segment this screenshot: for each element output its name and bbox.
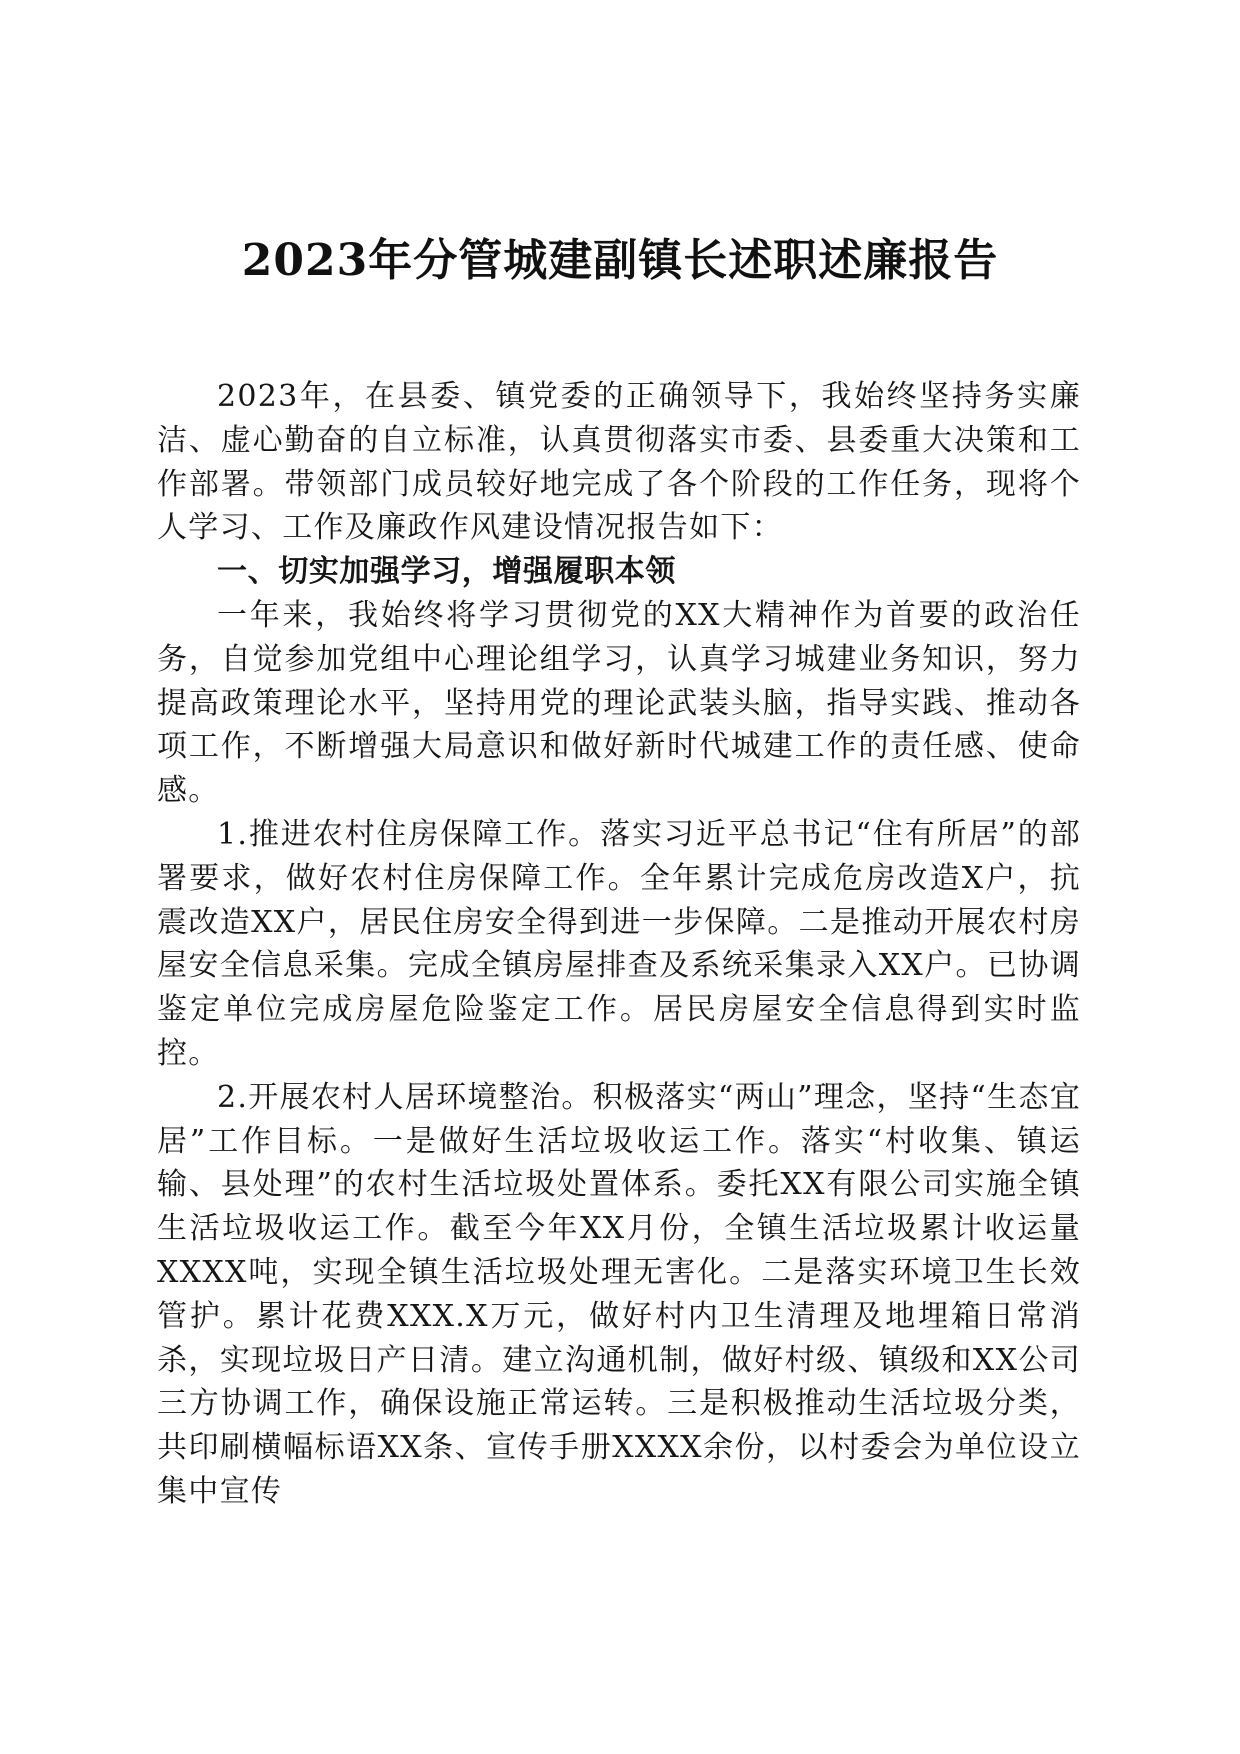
body-paragraph: 1.推进农村住房保障工作。落实习近平总书记“住有所居”的部署要求，做好农村住房保障工作。全年累计完成危房改造X户，抗震改造XX户，居民住房安全得到进一步保障。二是推动开展农村房屋安全信息采集。完成全镇房屋排查及系统采集录入XX户。已协调鉴定单位完成房屋危险鉴定工作。居民房屋安全信息得到实时监控。 — [157, 816, 1081, 1071]
document-title: 2023年分管城建副镇长述职述廉报告 — [241, 235, 999, 286]
body-paragraph: 一年来，我始终将学习贯彻党的XX大精神作为首要的政治任务，自觉参加党组中心理论组学习，认真学习城建业务知识，努力提高政策理论水平，坚持用党的理论武装头脑，指导实践、推动各项工作，不断增强大局意识和做好新时代城建工作的责任感、使命感。 — [157, 597, 1081, 809]
section-heading-1: 一、切实加强学习，增强履职本领 — [217, 554, 676, 590]
body-paragraph: 2.开展农村人居环境整治。积极落实“两山”理念，坚持“生态宜居”工作目标。一是做好生活垃圾收运工作。落实“村收集、镇运输、县处理”的农村生活垃圾处置体系。委托XX有限公司实施全镇生活垃圾收运工作。截至今年XX月份，全镇生活垃圾累计收运量XXXX吨，实现全镇生活垃圾处理无害化。二是落实环境卫生长效管护。累计花费XXX.X万元，做好村内卫生清理及地埋箱日常消杀，实现垃圾日产日清。建立沟通机制，做好村级、镇级和XX公司三方协调工作，确保设施正常运转。三是积极推动生活垃圾分类，共印刷横幅标语XX条、宣传手册XXXX余份，以村委会为单位设立集中宣传 — [157, 1079, 1081, 1509]
document-body — [157, 375, 1081, 1514]
intro-paragraph: 2023年，在县委、镇党委的正确领导下，我始终坚持务实廉洁、虚心勤奋的自立标准，认真贯彻落实市委、县委重大决策和工作部署。带领部门成员较好地完成了各个阶段的工作任务，现将个人学习、工作及廉政作风建设情况报告如下： — [157, 379, 1081, 546]
